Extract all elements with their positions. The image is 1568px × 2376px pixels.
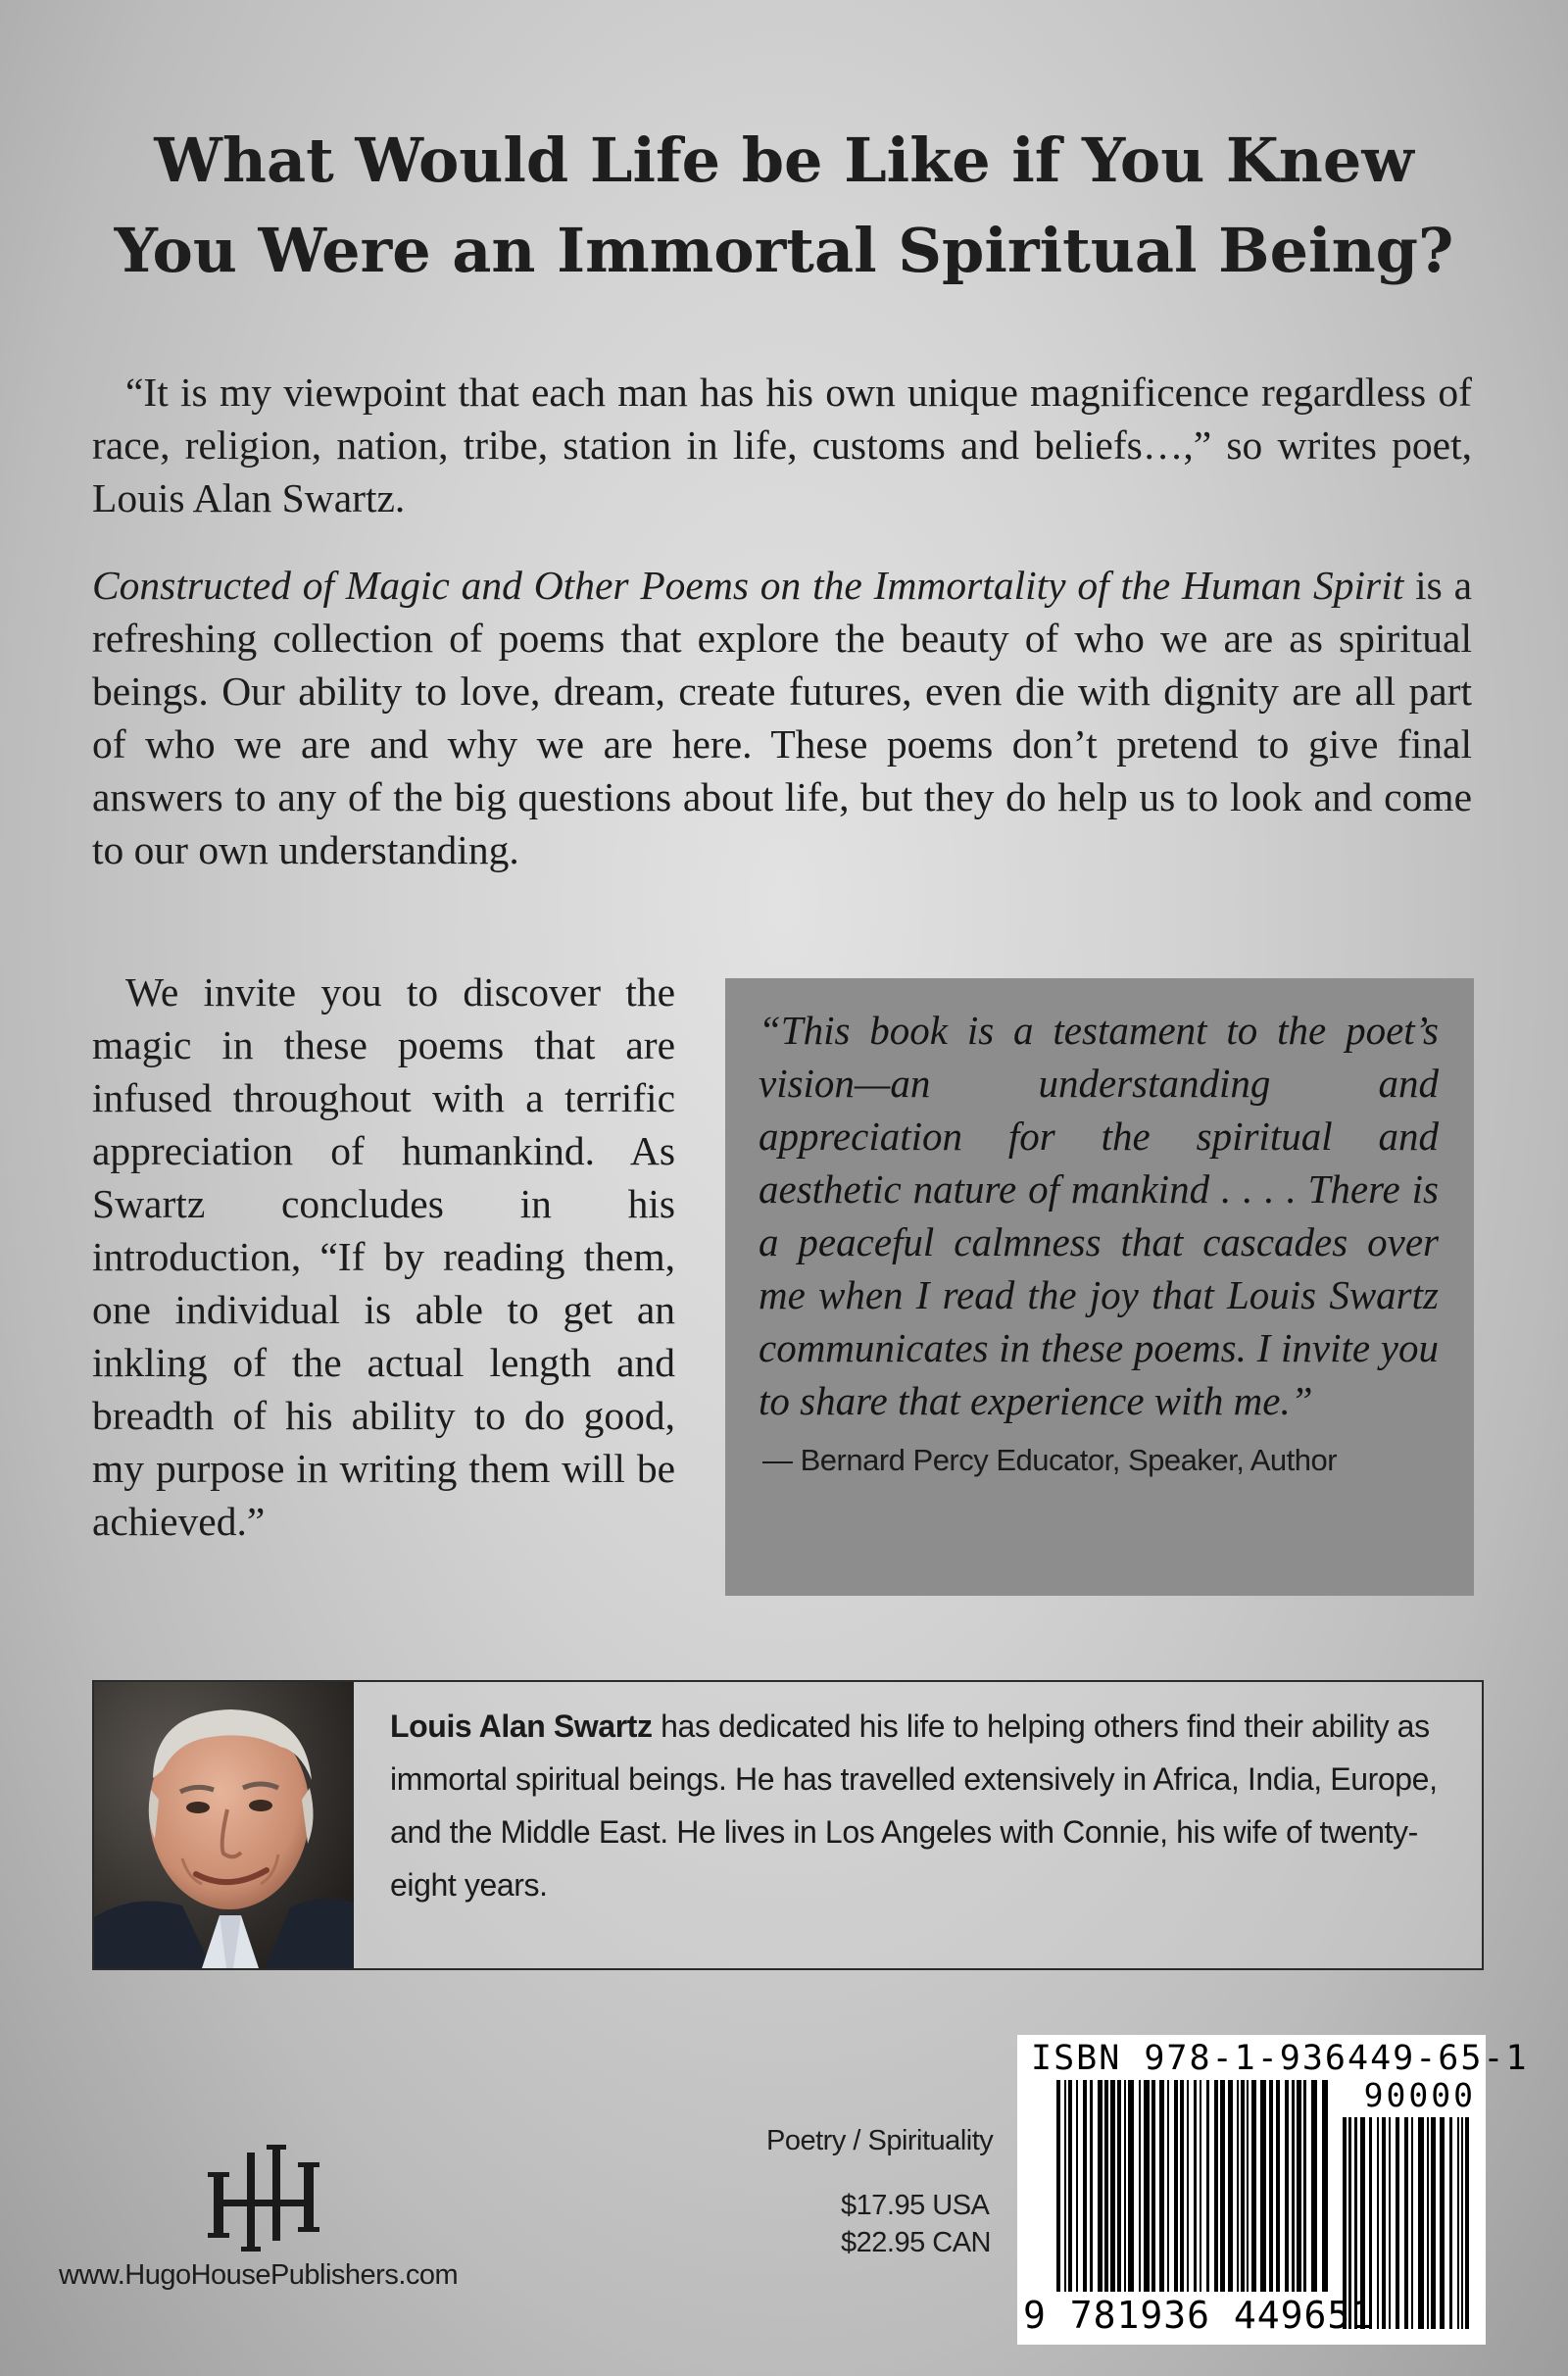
book-title: Constructed of Magic and Other Poems on the Immortality of the Human Spirit xyxy=(92,563,1404,608)
back-cover-headline xyxy=(0,116,1568,296)
author-bio-text: has dedicated his life to helping others find their ability as immortal spiritual beings. He has travelled extensively in Africa, India, Europe, and the Middle East. He lives in Los Angeles with Connie, his wife of twenty-eight years. xyxy=(390,1708,1438,1903)
headline-line-1: What Would Life be Like if You Knew xyxy=(154,124,1414,196)
hh-monogram-icon xyxy=(208,2145,319,2254)
description-paragraph xyxy=(92,559,1472,876)
price-usa: $17.95 USA xyxy=(841,2190,990,2221)
barcode-ean-digits: 9 781936 449651 xyxy=(1023,2294,1375,2337)
intro-quote-paragraph: “It is my viewpoint that each man has his own unique magnificence regardless of race, religion, nation, tribe, station in life, customs and beliefs…,” so writes poet, Louis Alan Swartz. xyxy=(92,370,1472,520)
author-name: Louis Alan Swartz xyxy=(390,1708,653,1744)
isbn-barcode xyxy=(1017,2035,1529,2345)
book-category: Poetry / Spirituality xyxy=(766,2125,994,2156)
price-can: $22.95 CAN xyxy=(841,2227,991,2258)
invitation-paragraph: We invite you to discover the magic in these poems that are infused throughout with a terrific appreciation of humankind. As Swartz concludes in his introduction, “If by reading them, one individual is able to get an inkling of the actual length and breadth of his ability to do good, my purpose in writing them will be achieved.” xyxy=(92,969,675,1544)
headline-line-2: You Were an Immortal Spiritual Being? xyxy=(114,215,1454,286)
testimonial-quote: “This book is a testament to the poet’s vision—an understanding and appreciation for the spiritual and aesthetic nature of mankind . . . . There is a peaceful calmness that cascades over me when I read the joy that Louis Swartz communicates in these poems. I invite you to share that experience with me.” xyxy=(759,1008,1439,1423)
testimonial-attribution: — Bernard Percy Educator, Speaker, Author xyxy=(762,1443,1338,1477)
publisher-website: www.HugoHousePublishers.com xyxy=(59,2259,459,2291)
author-bio xyxy=(390,1700,1448,1911)
author-photo xyxy=(94,1682,354,1968)
testimonial-box xyxy=(725,978,1474,1596)
description-text: is a refreshing collection of poems that explore the beauty of who we are as spiritual beings. Our ability to love, dream, create futures, even die with dignity are all part of who we are and why we are here. These poems don’t pretend to give final answers to any of the big questions about life, but they do help us to look and come to our own understanding. xyxy=(92,563,1472,872)
author-bio-box xyxy=(92,1680,1484,1970)
barcode-addon-digits: 90000 xyxy=(1363,2076,1476,2114)
isbn-label: ISBN 978-1-936449-65-1 xyxy=(1031,2039,1529,2078)
